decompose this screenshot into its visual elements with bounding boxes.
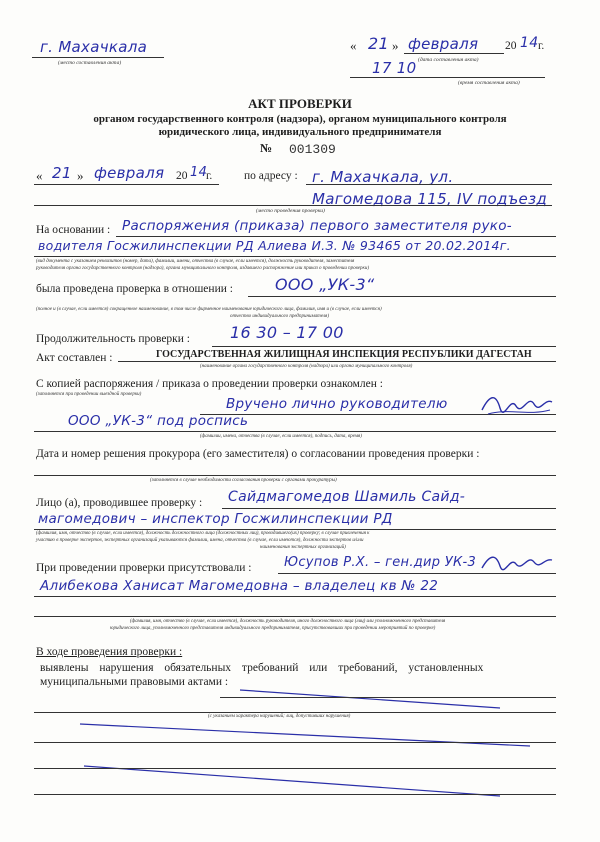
- date-caption: (дата составления акта): [418, 57, 479, 63]
- subject-underline: [248, 296, 556, 297]
- present-label: При проведении проверки присутствовали :: [36, 562, 252, 574]
- time-underline: [350, 77, 545, 78]
- inspector-label: Лицо (а), проводившее проверку :: [36, 497, 203, 509]
- insp-date-underline: [34, 184, 219, 185]
- place-underline: [32, 57, 164, 58]
- date-quote-open: «: [350, 38, 357, 53]
- violations-underline-3: [34, 742, 556, 743]
- copy-signature-icon: [478, 390, 556, 420]
- insp-date-quote-close: »: [77, 168, 84, 183]
- place-caption: (место составления акта): [58, 60, 122, 66]
- place-handwritten: г. Махачкала: [40, 38, 148, 56]
- date-year-prefix: 20: [505, 40, 517, 52]
- strikeout-scribble-icon: [60, 676, 560, 826]
- date-year: 14: [520, 35, 539, 51]
- insp-date-year-suffix: г.: [206, 170, 213, 182]
- copy-underline-2: [34, 431, 556, 432]
- inspector-value-2: магомедович – инспектор Госжилинспекции РД: [38, 511, 393, 527]
- copy-value-1: Вручено лично руководителю: [226, 396, 448, 412]
- date-year-suffix: г.: [538, 40, 545, 52]
- insp-date-year: 14: [190, 165, 208, 180]
- basis-underline-2: [34, 256, 556, 257]
- act-number: 001309: [289, 142, 336, 157]
- basis-caption-1: (вид документа с указанием реквизитов (номер, дата), фамилии, имени, отчества (в случае, если имеется), должность руководителя, заместителя: [36, 259, 355, 264]
- basis-value-2: водителя Госжилинспекции РД Алиева И.З. № 93465 от 20.02.2014г.: [38, 238, 511, 253]
- inspector-caption-1: (фамилия, имя, отчество (в случае, если имеется), должность должностного лица (должностных лиц), проводившего(их) проверку; в случае привлечения к: [36, 531, 370, 536]
- violations-line-1: выявлены нарушения обязательных требований или требований, установленных: [40, 662, 484, 674]
- prosecutor-underline: [34, 475, 556, 476]
- address-value: г. Махачкала, ул. Магомедова 115, IV подъезд: [312, 168, 548, 208]
- present-signature-icon: [478, 550, 556, 576]
- inspector-underline-1: [222, 508, 556, 509]
- compiled-underline: [118, 361, 556, 362]
- act-subtitle-1: органом государственного контроля (надзора), органом муниципального контроля: [93, 113, 507, 125]
- subject-caption-1: (полное и (в случае, если имеется) сокращенное наименование, в том числе фирменное наименование юридического лица, фамилия, имя и (в случае, если имеется): [36, 307, 382, 312]
- address-caption: (место проведения проверки): [256, 208, 325, 214]
- copy-caption: (фамилии, имена, отчества (в случае, если имеется), подпись, дата, время): [200, 434, 362, 439]
- present-underline-3: [34, 616, 556, 617]
- subject-caption-2: отчество индивидуального предпринимателя): [230, 314, 330, 319]
- date-quote-close: »: [392, 38, 399, 53]
- act-subtitle-2: юридического лица, индивидуального предпринимателя: [158, 126, 442, 138]
- act-title: АКТ ПРОВЕРКИ: [248, 96, 352, 111]
- time-handwritten: 17 10: [372, 59, 417, 77]
- present-underline-2: [34, 596, 556, 597]
- address-underline-1: [306, 184, 552, 185]
- time-caption: (время составления акта): [458, 80, 520, 86]
- insp-date-quote-open: «: [36, 168, 43, 183]
- date-month: февраля: [408, 35, 479, 53]
- violations-underline-5: [34, 794, 556, 795]
- subject-label: была проведена проверка в отношении :: [36, 283, 233, 295]
- basis-value-1: Распоряжения (приказа) первого заместителя руко-: [122, 218, 512, 234]
- compiled-value: ГОСУДАРСТВЕННАЯ ЖИЛИЩНАЯ ИНСПЕКЦИЯ РЕСПУБЛИКИ ДАГЕСТАН: [156, 349, 532, 360]
- address-underline-2: [34, 205, 552, 206]
- copy-caption-left: (заполняется при проведении выездной проверки): [36, 392, 142, 397]
- inspector-value-1: Сайдмагомедов Шамиль Сайд-: [228, 489, 466, 505]
- address-label: по адресу :: [244, 170, 298, 182]
- act-number-sign: №: [260, 141, 273, 155]
- prosecutor-label: Дата и номер решения прокурора (его заместителя) о согласовании проведения проверки :: [36, 448, 480, 460]
- copy-label: С копией распоряжения / приказа о проведении проверки ознакомлен :: [36, 378, 383, 390]
- present-value-2: Алибекова Ханисат Магомедовна – владелец кв № 22: [40, 578, 439, 594]
- compiled-caption: (наименование органа государственного контроля (надзора) или органа муниципального контроля): [200, 364, 413, 369]
- course-label: В ходе проведения проверки :: [36, 646, 183, 658]
- duration-underline: [212, 346, 556, 347]
- insp-date-month: февраля: [94, 164, 165, 182]
- basis-underline-1: [116, 236, 556, 237]
- insp-date-day: 21: [52, 164, 72, 182]
- present-caption-1: (фамилия, имя, отчество (в случае, если имеется), должность руководителя, иного должностного лица (лиц) или уполномоченного представителя: [130, 619, 446, 624]
- compiled-label: Акт составлен :: [36, 352, 113, 364]
- present-value-1: Юсупов Р.Х. – ген.дир УК-3: [284, 555, 477, 570]
- present-caption-2: юридического лица, уполномоченного представителя индивидуального предпринимателя, присутствовавших при проведении мероприятий по проверке): [110, 626, 436, 631]
- violations-line-2: муниципальными правовыми актами :: [40, 676, 229, 688]
- inspector-caption-2: участию в проверке экспертов, экспертных организаций указываются фамилии, имена, отчества (в случае, если имеются), должности экспертов и/или: [36, 538, 364, 543]
- insp-date-year-prefix: 20: [176, 170, 188, 182]
- violations-underline-1: [220, 697, 556, 698]
- inspector-caption-3: наименования экспертных организаций): [260, 545, 346, 550]
- violations-caption: (с указанием характера нарушений; лиц, допустивших нарушения): [208, 714, 351, 719]
- date-month-underline: [404, 53, 504, 54]
- basis-label: На основании :: [36, 224, 111, 236]
- violations-underline-4: [34, 768, 556, 769]
- date-day: 21: [368, 34, 389, 53]
- copy-value-2: ООО „УК-3“ под роспись: [68, 413, 249, 429]
- violations-underline-2: [34, 712, 556, 713]
- basis-caption-2: руководителя органа государственного контроля (надзора), органа муниципального контроля, издавшего распоряжение или приказ о проведении проверки): [36, 266, 369, 271]
- subject-value: ООО „УК-3“: [275, 275, 375, 294]
- inspector-underline-2: [34, 529, 556, 530]
- duration-label: Продолжительность проверки :: [36, 333, 190, 345]
- duration-value: 16 30 – 17 00: [230, 323, 344, 342]
- prosecutor-caption: (заполняется в случае необходимости согласования проверки с органами прокуратуры): [150, 478, 337, 483]
